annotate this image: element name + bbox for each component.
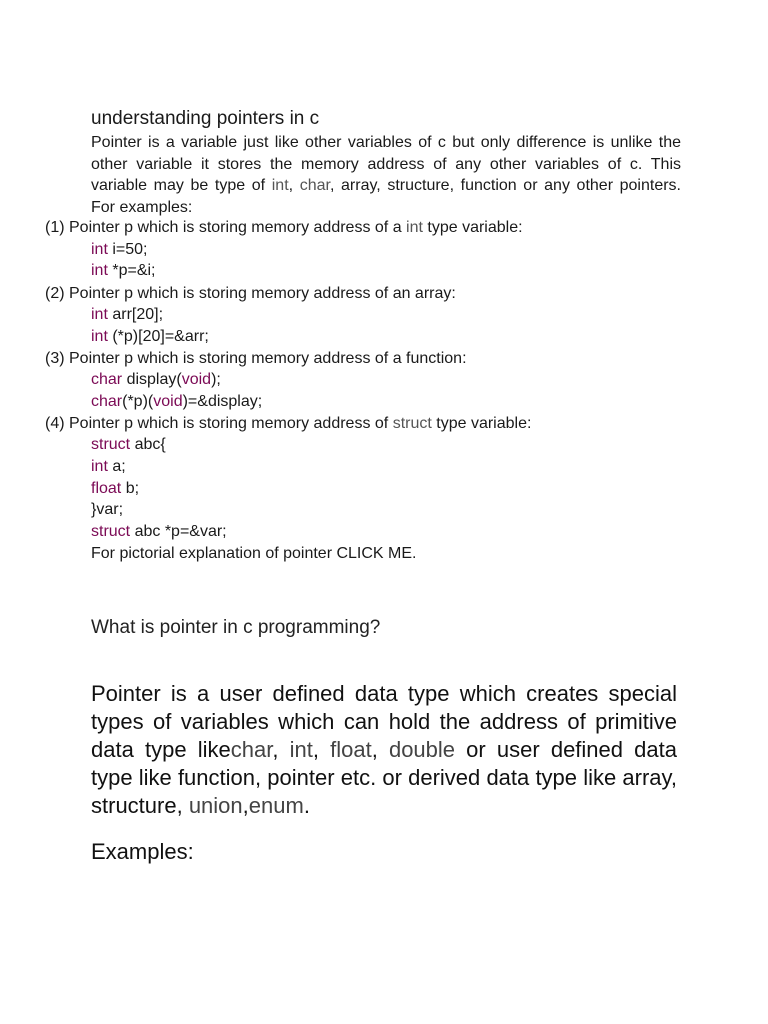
answer-separator: , xyxy=(272,737,290,762)
code-text: (*p)[20]=&arr; xyxy=(107,328,209,345)
code-text: i=50; xyxy=(107,241,148,258)
code-line xyxy=(91,391,262,412)
union-link[interactable]: union xyxy=(188,793,243,818)
answer-separator: , xyxy=(312,737,331,762)
code-keyword: float xyxy=(91,480,122,497)
code-text: }var; xyxy=(91,501,124,518)
answer-paragraph xyxy=(91,680,677,820)
code-text: a; xyxy=(107,458,126,475)
code-line xyxy=(91,326,209,347)
char-link[interactable]: char xyxy=(230,737,273,762)
answer-text: or user defined data type like function, pointer etc. or derived data type like array, structure, xyxy=(91,737,677,818)
code-keyword: struct xyxy=(91,436,131,453)
intro-separator: , xyxy=(288,177,300,195)
code-text: arr[20]; xyxy=(107,306,164,323)
code-keyword: int xyxy=(91,241,108,258)
item-4-text: Pointer p which is storing memory address of xyxy=(69,415,393,432)
intro-text-end: , array, structure, function or any other pointers. For examples: xyxy=(91,177,682,217)
examples-heading: Examples: xyxy=(91,839,194,864)
item-4-text-end: type variable: xyxy=(431,415,532,432)
code-text: abc *p=&var; xyxy=(130,523,227,540)
item-2-description: Pointer p which is storing memory address of an array: xyxy=(69,285,456,302)
intro-int-link[interactable]: int xyxy=(271,177,289,195)
int-link[interactable]: int xyxy=(289,737,313,762)
code-keyword: void xyxy=(181,371,212,388)
code-line xyxy=(91,304,163,325)
code-keyword: struct xyxy=(91,523,131,540)
code-line xyxy=(91,478,139,499)
item-1-description xyxy=(69,217,523,238)
code-keyword: int xyxy=(91,306,108,323)
code-text: *p=&i; xyxy=(107,262,156,279)
answer-text: Pointer is a user defined data type which creates special types of variables which can hold the address of primitive data type like xyxy=(91,681,677,762)
code-keyword: char xyxy=(91,393,123,410)
double-link[interactable]: double xyxy=(388,737,456,762)
item-2-number: (2) xyxy=(45,285,65,302)
item-4-number: (4) xyxy=(45,415,65,432)
code-line xyxy=(91,499,123,520)
code-text: display( xyxy=(122,371,182,388)
code-keyword: char xyxy=(91,371,123,388)
item-1-number: (1) xyxy=(45,219,65,236)
item-4-description xyxy=(69,413,531,434)
code-text: abc{ xyxy=(130,436,166,453)
code-keyword: void xyxy=(153,393,183,410)
item-1-text: Pointer p which is storing memory address of a xyxy=(69,219,407,236)
item-1-text-end: type variable: xyxy=(422,219,523,236)
page-title: understanding pointers in c xyxy=(91,108,320,129)
code-keyword: int xyxy=(91,328,108,345)
item-1-int-link[interactable]: int xyxy=(406,219,423,236)
code-line xyxy=(91,456,126,477)
code-keyword: int xyxy=(91,458,108,475)
intro-char-link[interactable]: char xyxy=(299,177,330,195)
answer-separator: , xyxy=(242,793,249,818)
code-keyword: int xyxy=(91,262,108,279)
question-heading: What is pointer in c programming? xyxy=(91,617,381,638)
code-text: )=&display; xyxy=(182,393,263,410)
code-line xyxy=(91,434,166,455)
item-4-struct-link[interactable]: struct xyxy=(392,415,432,432)
item-3-description: Pointer p which is storing memory address of a function: xyxy=(69,350,467,367)
enum-link[interactable]: enum xyxy=(248,793,304,818)
intro-paragraph xyxy=(91,132,681,219)
code-line xyxy=(91,369,221,390)
float-link[interactable]: float xyxy=(330,737,372,762)
click-me-link[interactable]: For pictorial explanation of pointer CLICK ME. xyxy=(91,545,417,562)
answer-separator: , xyxy=(371,737,389,762)
code-line xyxy=(91,239,148,260)
code-text: b; xyxy=(121,480,140,497)
item-3-number: (3) xyxy=(45,350,65,367)
answer-end: . xyxy=(303,793,310,818)
code-line xyxy=(91,260,156,281)
code-text: (*p)( xyxy=(122,393,154,410)
code-line xyxy=(91,521,227,542)
intro-text: Pointer is a variable just like other variables of c but only difference is unlike the other variable it stores the memory address of any other variables of c. This variable may be type of xyxy=(91,134,681,195)
code-text: ); xyxy=(211,371,221,388)
